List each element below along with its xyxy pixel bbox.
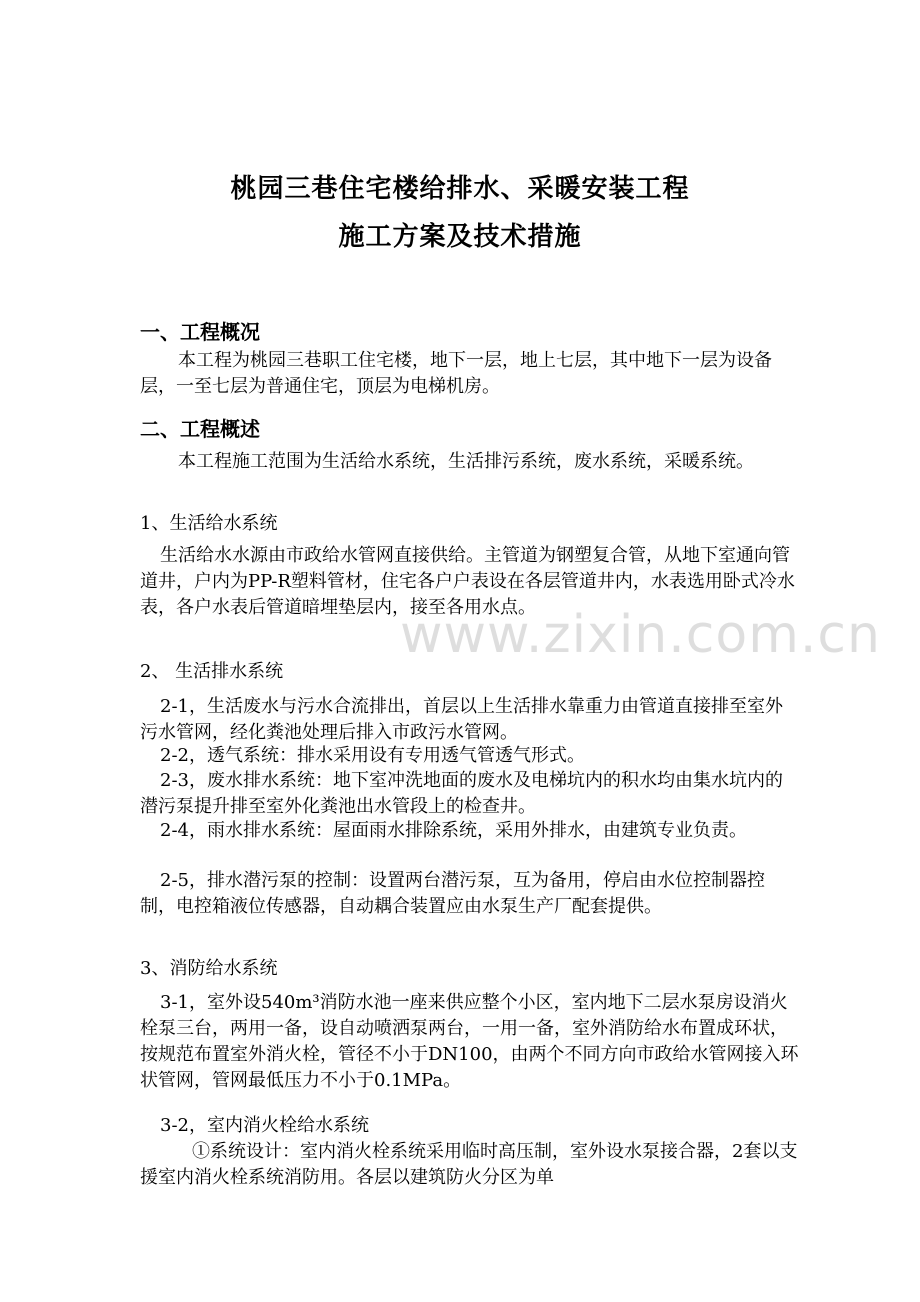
paragraph-3-2-system-design: ①系统设计：室内消火栓系统采用临时高压制，室外设水泵接合器，2套以支援室内消火栓系统消防用。各层以建筑防火分区为单 <box>140 1141 798 1188</box>
subheading-water-supply: 1、生活给水系统 <box>140 513 278 534</box>
paragraph-2-5: 2-5，排水潜污泵的控制：设置两台潜污泵，互为备用，停启由水位控制器控制，电控箱液位传感器，自动耦合装置应由水泵生产厂配套提供。 <box>140 870 765 917</box>
subheading-fire-water: 3、消防给水系统 <box>140 958 278 979</box>
paragraph-2-3: 2-3，废水排水系统：地下室冲洗地面的废水及电梯坑内的积水均由集水坑内的潜污泵提升排至室外化粪池出水管段上的检查井。 <box>140 770 783 817</box>
paragraph-2-1: 2-1，生活废水与污水合流排出，首层以上生活排水靠重力由管道直接排至室外污水管网，经化粪池处理后排入市政污水管网。 <box>140 696 783 743</box>
paragraph-3-1: 3-1，室外设540m³消防水池一座来供应整个小区，室内地下二层水泵房设消火栓泵三台，两用一备，设自动喷洒泵两台，一用一备，室外消防给水布置成环状，按规范布置室外消火栓，管径不小于DN100，由两个不同方向市政给水管网接入环状管网，管网最低压力不小于0.1MPa。 <box>140 992 799 1091</box>
subheading-drainage: 2、 生活排水系统 <box>140 661 284 682</box>
paragraph-overview: 本工程为桃园三巷职工住宅楼，地下一层，地上七层，其中地下一层为设备层，一至七层为普通住宅，顶层为电梯机房。 <box>140 350 772 397</box>
paragraph-summary: 本工程施工范围为生活给水系统，生活排污系统，废水系统，采暖系统。 <box>178 451 754 472</box>
section-heading-summary: 二、工程概述 <box>140 417 260 441</box>
watermark-text: www.zixin.com.cn <box>400 605 881 665</box>
paragraph-water-supply: 生活给水水源由市政给水管网直接供给。主管道为钢塑复合管，从地下室通向管道井，户内为PP-R塑料管材，住宅各户户表设在各层管道井内，水表选用卧式冷水表，各户水表后管道暗埋垫层内，接至各用水点。 <box>140 545 795 618</box>
paragraph-2-4: 2-4，雨水排水系统：屋面雨水排除系统，采用外排水，由建筑专业负责。 <box>160 820 747 841</box>
document-subtitle: 施工方案及技术措施 <box>338 222 582 252</box>
paragraph-3-2: 3-2，室内消火栓给水系统 <box>160 1115 369 1136</box>
section-heading-overview: 一、工程概况 <box>140 320 260 344</box>
paragraph-2-2: 2-2，透气系统：排水采用设有专用透气管透气形式。 <box>160 745 585 766</box>
document-title: 桃园三巷住宅楼给排水、采暖安装工程 <box>230 174 690 204</box>
